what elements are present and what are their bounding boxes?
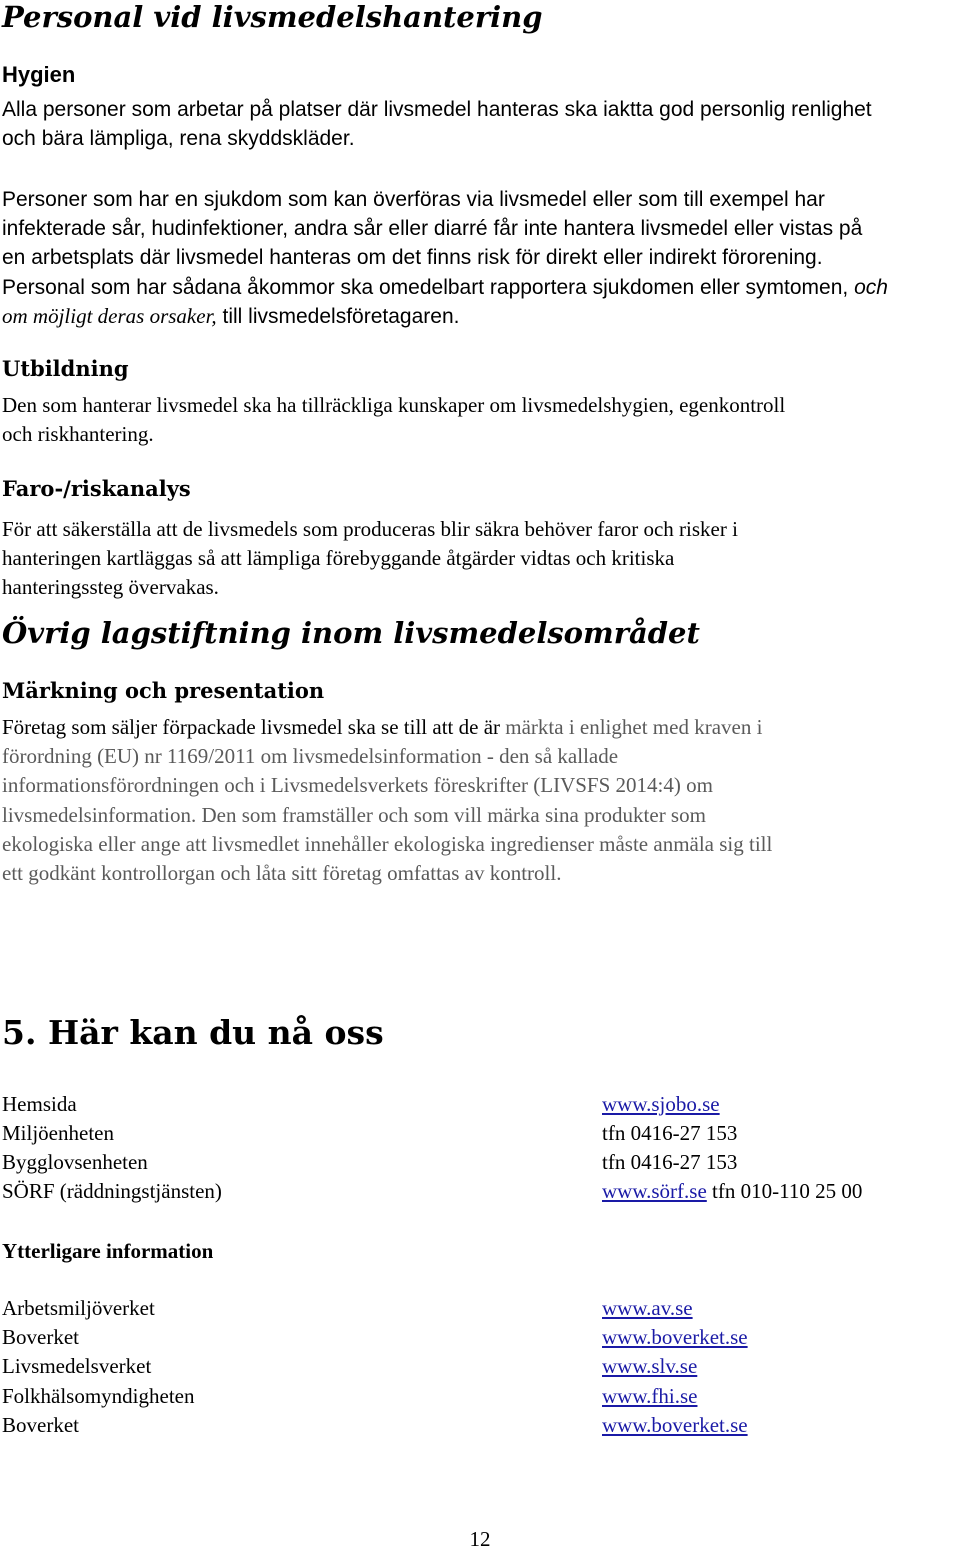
info-row-folkhalsomyndigheten bbox=[2, 1382, 960, 1411]
info-row-boverket-2 bbox=[2, 1411, 960, 1440]
contact-label: SÖRF (räddningstjänsten) bbox=[2, 1179, 222, 1203]
heading-utbildning: Utbildning bbox=[2, 356, 129, 381]
link-slv[interactable]: www.slv.se bbox=[602, 1354, 698, 1378]
info-label: Folkhälsomyndigheten bbox=[2, 1384, 195, 1408]
link-boverket[interactable]: www.boverket.se bbox=[602, 1413, 748, 1437]
italic-text: om möjligt deras orsaker, bbox=[2, 303, 217, 328]
text-line: en arbetsplats där livsmedel hanteras om det finns risk för direkt eller indirekt förorening. bbox=[2, 246, 823, 270]
info-row-boverket bbox=[2, 1323, 960, 1352]
text-line: informationsförordningen och i Livsmedelsverkets föreskrifter (LIVSFS 2014:4) om bbox=[2, 773, 713, 798]
info-label: Arbetsmiljöverket bbox=[2, 1296, 155, 1320]
page-number: 12 bbox=[469, 1527, 491, 1551]
text-line: livsmedelsinformation. Den som framställer och som vill märka sina produkter som bbox=[2, 802, 706, 827]
text-span: Personal som har sådana åkommor ska omedelbart rapportera sjukdomen eller symtomen, bbox=[2, 275, 849, 299]
section-title-ovrig-lagstiftning: Övrig lagstiftning inom livsmedelsområdet bbox=[2, 616, 700, 650]
paragraph-hygien-2 bbox=[2, 185, 888, 331]
paragraph-utbildning bbox=[2, 391, 960, 449]
heading-hygien: Hygien bbox=[2, 62, 76, 87]
info-row-livsmedelsverket bbox=[2, 1352, 960, 1381]
info-row-arbetsmiljoverket bbox=[2, 1294, 960, 1323]
contact-phone: tfn 0416-27 153 bbox=[602, 1121, 738, 1145]
info-value bbox=[602, 1382, 697, 1411]
contact-phone: tfn 0416-27 153 bbox=[602, 1150, 738, 1174]
contact-row-sorf bbox=[2, 1177, 960, 1206]
paragraph-markning bbox=[2, 713, 960, 888]
text-line: Den som hanterar livsmedel ska ha tillräckliga kunskaper om livsmedelshygien, egenkontroll bbox=[2, 393, 786, 417]
contact-phone: tfn 010-110 25 00 bbox=[706, 1179, 863, 1203]
grey-text-span: märkta i enlighet med kraven i bbox=[505, 715, 763, 739]
contact-label: Miljöenheten bbox=[2, 1121, 114, 1145]
contact-value bbox=[602, 1090, 720, 1119]
section-title-personal: Personal vid livsmedelshantering bbox=[2, 0, 543, 34]
contact-row-hemsida bbox=[2, 1090, 960, 1119]
text-line: och riskhantering. bbox=[2, 422, 154, 447]
text-span: Företag som säljer förpackade livsmedel ska se till att de är bbox=[2, 715, 501, 739]
info-value bbox=[602, 1323, 748, 1352]
info-value bbox=[602, 1352, 697, 1381]
info-value bbox=[602, 1294, 693, 1323]
contact-row-bygglovsenheten bbox=[2, 1148, 960, 1177]
info-label: Livsmedelsverket bbox=[2, 1354, 152, 1378]
link-av[interactable]: www.av.se bbox=[602, 1296, 693, 1320]
text-line: hanteringen kartläggas så att lämpliga förebyggande åtgärder vidtas och kritiska bbox=[2, 546, 675, 571]
heading-faro-riskanalys: Faro-/riskanalys bbox=[2, 476, 191, 501]
paragraph-faro bbox=[2, 515, 960, 603]
text-line: och bära lämpliga, rena skyddskläder. bbox=[2, 127, 355, 151]
text-line bbox=[2, 273, 888, 302]
text-line: Alla personer som arbetar på platser där livsmedel hanteras ska iaktta god personlig renlighet bbox=[2, 98, 872, 121]
text-line: infekterade sår, hudinfektioner, andra sår eller diarré får inte hantera livsmedel eller vistas på bbox=[2, 217, 863, 241]
text-line bbox=[2, 713, 960, 742]
contact-label: Bygglovsenheten bbox=[2, 1150, 148, 1174]
text-span: till livsmedelsföretagaren. bbox=[222, 304, 460, 328]
text-line: förordning (EU) nr 1169/2011 om livsmedelsinformation - den så kallade bbox=[2, 744, 619, 769]
text-line: Personer som har en sjukdom som kan överföras via livsmedel eller som till exempel har bbox=[2, 188, 825, 211]
text-line: ett godkänt kontrollorgan och låta sitt företag omfattas av kontroll. bbox=[2, 861, 562, 886]
text-line: För att säkerställa att de livsmedels som produceras blir säkra behöver faror och risker i bbox=[2, 517, 738, 541]
info-label: Boverket bbox=[2, 1413, 79, 1437]
italic-text: och bbox=[854, 275, 888, 299]
contact-row-miljoenheten bbox=[2, 1119, 960, 1148]
heading-ytterligare-information: Ytterligare information bbox=[2, 1239, 214, 1263]
paragraph-hygien-1 bbox=[2, 95, 872, 153]
link-sorf[interactable]: www.sörf.se bbox=[602, 1179, 707, 1203]
contact-label: Hemsida bbox=[2, 1092, 77, 1116]
link-fhi[interactable]: www.fhi.se bbox=[602, 1384, 698, 1408]
heading-markning: Märkning och presentation bbox=[2, 678, 325, 703]
text-line: ekologiska eller ange att livsmedlet innehåller ekologiska ingredienser måste anmäla sig till bbox=[2, 831, 773, 856]
chapter-title-kontakt: 5. Här kan du nå oss bbox=[2, 1013, 384, 1052]
text-line bbox=[2, 302, 888, 331]
link-boverket[interactable]: www.boverket.se bbox=[602, 1325, 748, 1349]
link-sjobo[interactable]: www.sjobo.se bbox=[602, 1092, 720, 1116]
text-line: hanteringssteg övervakas. bbox=[2, 575, 219, 600]
info-value bbox=[602, 1411, 748, 1440]
contact-value bbox=[602, 1177, 862, 1206]
info-label: Boverket bbox=[2, 1325, 79, 1349]
